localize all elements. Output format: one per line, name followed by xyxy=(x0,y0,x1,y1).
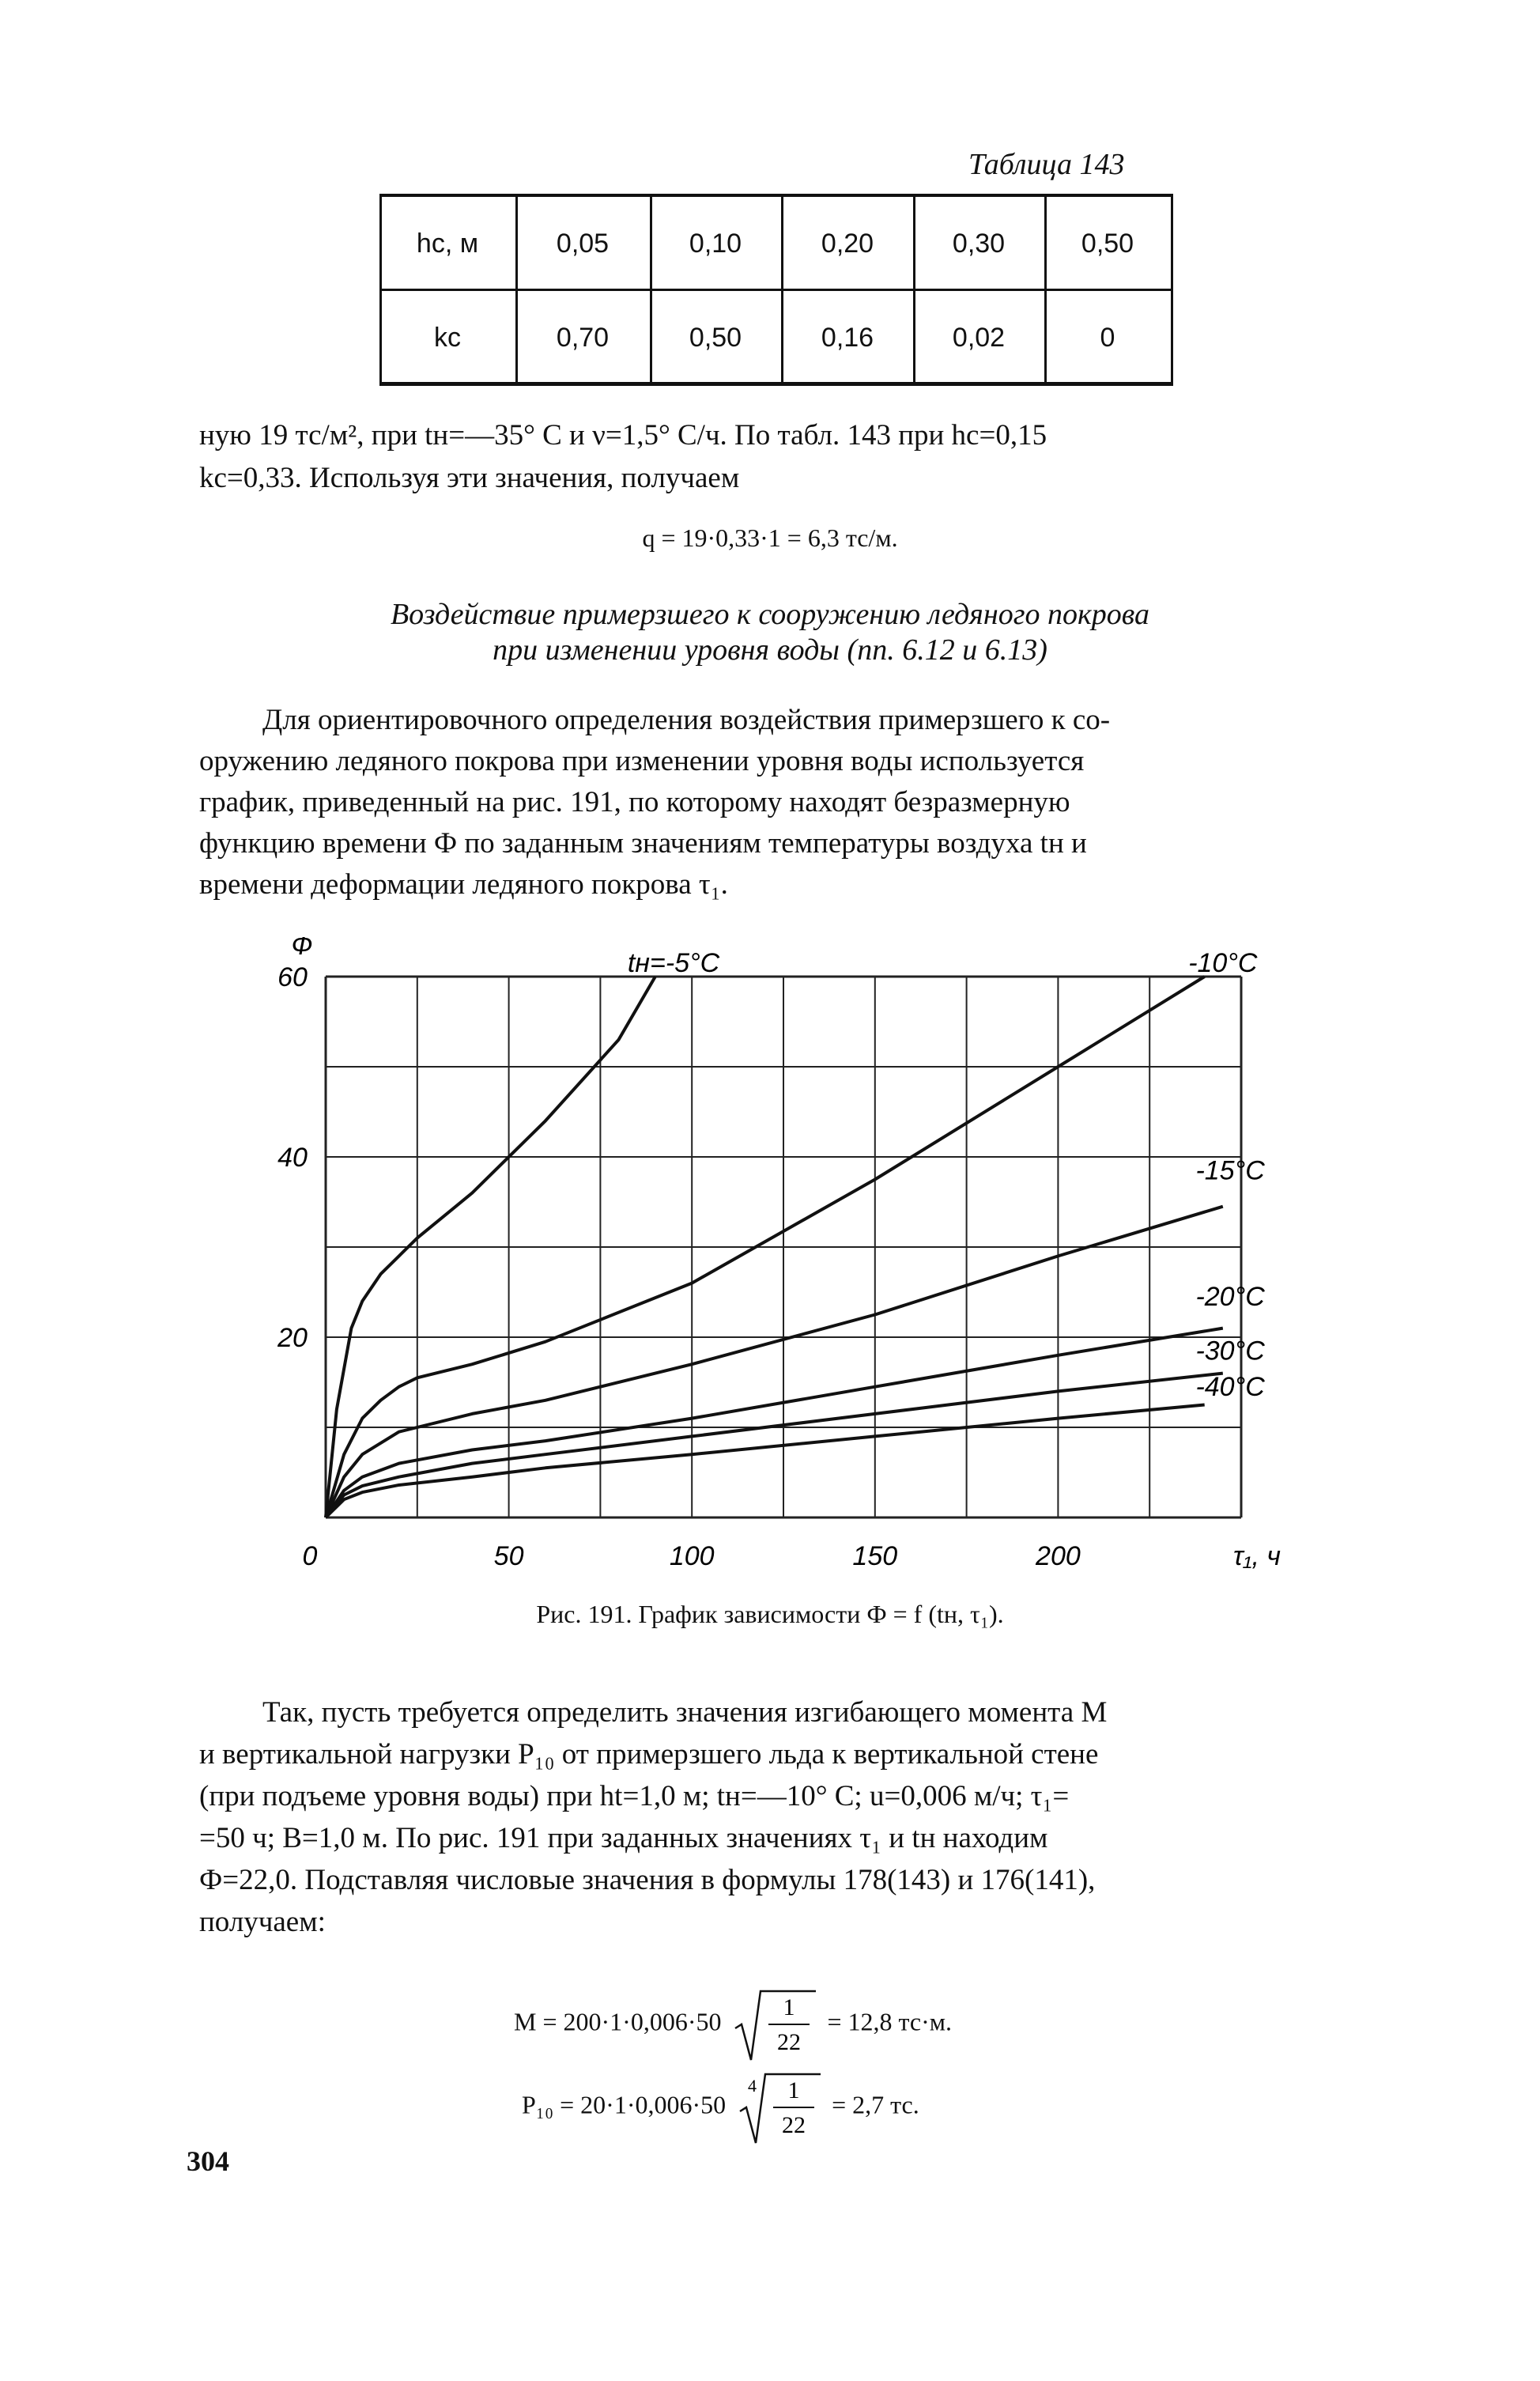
series-label: -15°C xyxy=(1195,1155,1265,1186)
phi-chart xyxy=(269,937,1297,1585)
page-number: 304 xyxy=(187,2145,229,2177)
text-line: =50 ч; B=1,0 м. По рис. 191 при заданных значениях τ₁ и tн находим xyxy=(199,1822,1048,1854)
row1-cell: 0,10 xyxy=(689,229,742,259)
series-label: -10°C xyxy=(1188,948,1258,978)
row1-header: hc, м xyxy=(416,229,479,259)
row2-cell: 0 xyxy=(1100,323,1115,353)
x-tick-label: 0 xyxy=(302,1541,318,1571)
text-line: времени деформации ледяного покрова τ₁. xyxy=(199,868,728,901)
series-line xyxy=(326,1207,1223,1517)
formula-M-num: 1 xyxy=(783,1994,795,2020)
x-tick-label: 100 xyxy=(669,1541,715,1571)
chart-grid xyxy=(326,977,1241,1517)
chart-labels xyxy=(277,937,1281,1571)
table-caption: Таблица 143 xyxy=(968,148,1125,181)
row2-cell: 0,02 xyxy=(952,323,1006,353)
x-tick-label: 50 xyxy=(493,1541,524,1571)
x-tick-label: 200 xyxy=(1036,1541,1081,1571)
section-heading-line-1: Воздействие примерзшего к сооружению ледяного покрова xyxy=(390,598,1150,631)
text-line: ную 19 тс/м², при tн=—35° С и ν=1,5° С/ч. По табл. 143 при hc=0,15 xyxy=(199,419,1047,452)
formula-M-den: 22 xyxy=(777,2029,802,2055)
y-tick-label: 60 xyxy=(277,962,308,992)
series-label: -40°C xyxy=(1195,1372,1265,1403)
formula-P-right: = 2,7 тс. xyxy=(832,2090,919,2119)
formula-P-left: P₁₀ = 20·1·0,006·50 xyxy=(522,2090,727,2119)
row2-cell: 0,16 xyxy=(821,323,874,353)
x-tick-label: 150 xyxy=(852,1541,898,1571)
y-tick-label: 20 xyxy=(277,1323,308,1353)
row2-cell: 0,70 xyxy=(556,323,610,353)
text-line: и вертикальной нагрузки P₁₀ от примерзшего льда к вертикальной стене xyxy=(199,1738,1099,1771)
formula-P-index: 4 xyxy=(748,2076,757,2096)
formula-P xyxy=(522,2068,919,2147)
text-line: Так, пусть требуется определить значения изгибающего момента M xyxy=(262,1696,1108,1729)
row1-cell: 0,20 xyxy=(821,229,874,259)
y-tick-label: 40 xyxy=(277,1143,308,1173)
text-line: график, приведенный на рис. 191, по которому находят безразмерную xyxy=(199,786,1070,818)
text-line: (при подъеме уровня воды) при ht=1,0 м; tн=—10° С; u=0,006 м/ч; τ₁= xyxy=(199,1780,1070,1812)
text-line: Ф=22,0. Подставляя числовые значения в формулы 178(143) и 176(141), xyxy=(199,1864,1096,1896)
x-axis-label: τ₁, ч xyxy=(1233,1541,1281,1571)
row1-cell: 0,50 xyxy=(1081,229,1134,259)
y-axis-label: Ф xyxy=(291,937,313,961)
data-table xyxy=(379,194,1173,386)
series-label: tн=-5°C xyxy=(627,948,720,978)
row2-cell: 0,50 xyxy=(689,323,742,353)
row1-cell: 0,30 xyxy=(952,229,1006,259)
formula-M xyxy=(514,1985,952,2064)
text-line: оружению ледяного покрова при изменении уровня воды используется xyxy=(199,745,1085,777)
series-label: -20°C xyxy=(1195,1282,1265,1313)
formula-P-den: 22 xyxy=(782,2112,806,2138)
text-line: функцию времени Ф по заданным значениям температуры воздуха tн и xyxy=(199,827,1087,860)
row1-cell: 0,05 xyxy=(556,229,610,259)
row2-header: kc xyxy=(434,323,461,353)
section-heading-line-2: при изменении уровня воды (пп. 6.12 и 6.13) xyxy=(493,633,1047,667)
figure-caption: Рис. 191. График зависимости Ф = f (tн, τ₁). xyxy=(536,1600,1004,1628)
formula-M-right: = 12,8 тс·м. xyxy=(827,2007,952,2036)
series-label: -30°C xyxy=(1195,1336,1265,1366)
series-line xyxy=(326,1328,1223,1517)
series-line xyxy=(326,1405,1205,1518)
sqrt-radical xyxy=(730,1985,817,2064)
root4-radical xyxy=(735,2068,822,2147)
formula-P-num: 1 xyxy=(787,2077,800,2103)
formula-M-left: M = 200·1·0,006·50 xyxy=(514,2007,722,2036)
formula-q: q = 19·0,33·1 = 6,3 тс/м. xyxy=(642,523,898,552)
text-line: Для ориентировочного определения воздействия примерзшего к со- xyxy=(262,704,1111,736)
text-line: получаем: xyxy=(199,1906,326,1938)
text-line: kc=0,33. Используя эти значения, получаем xyxy=(199,462,740,494)
